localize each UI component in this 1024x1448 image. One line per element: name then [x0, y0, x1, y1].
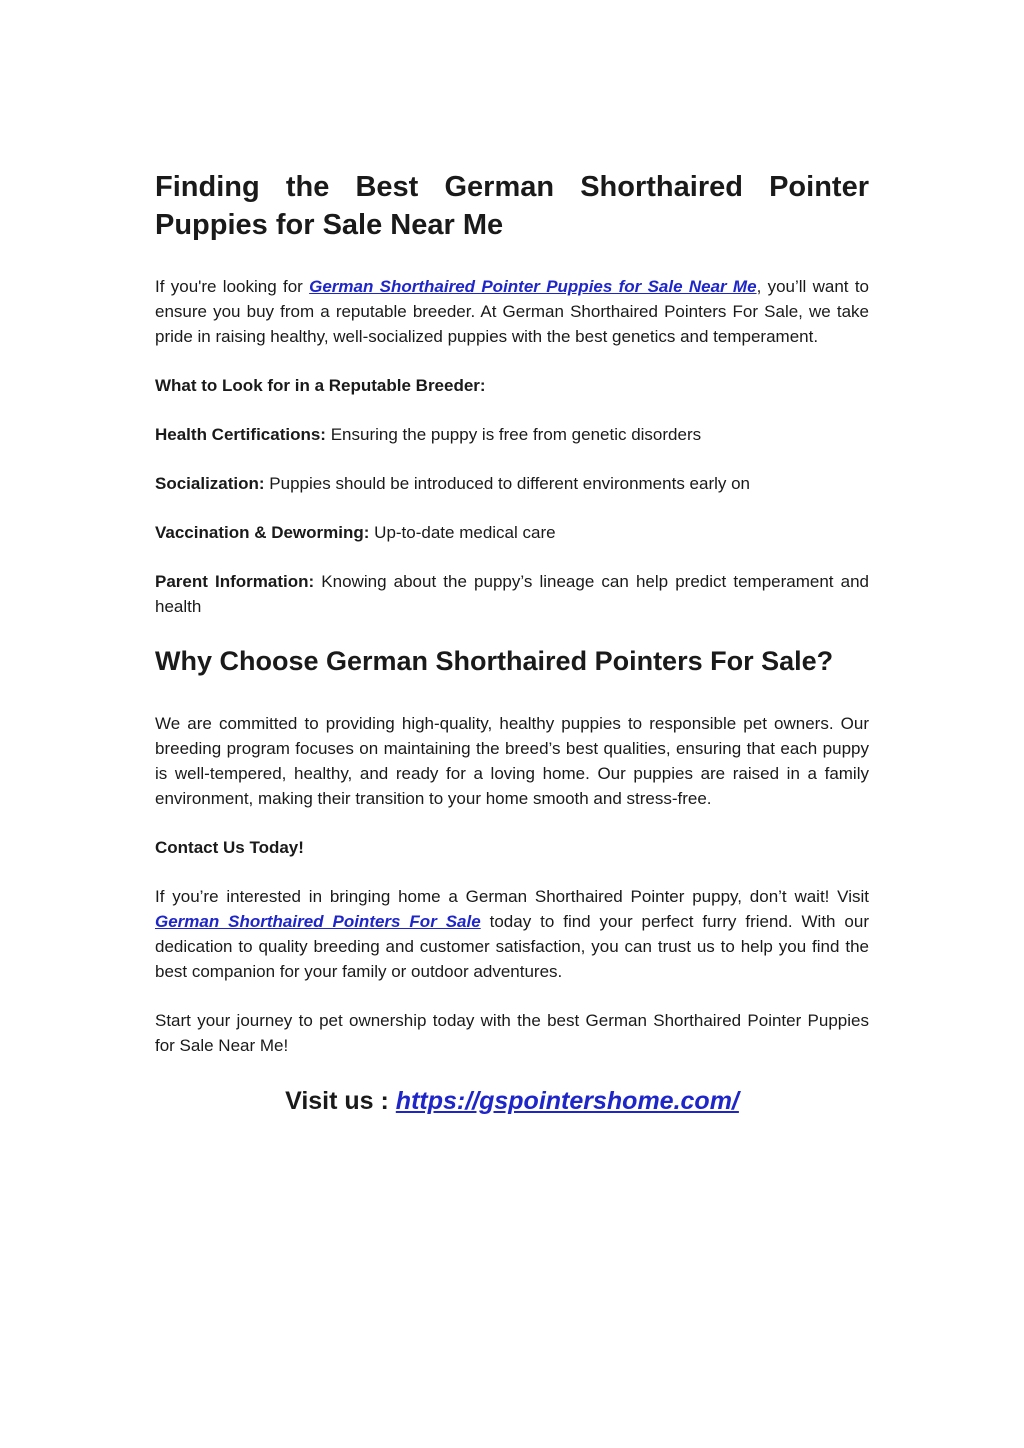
contact-heading: Contact Us Today! [155, 838, 304, 857]
criteria-text: Up-to-date medical care [369, 523, 556, 542]
criteria-item-health [155, 422, 869, 447]
criteria-text: Puppies should be introduced to different environments early on [264, 474, 751, 493]
criteria-term: Socialization: [155, 474, 265, 493]
visit-line [155, 1084, 869, 1118]
criteria-item-socialization [155, 471, 869, 496]
criteria-term: Parent Information: [155, 572, 315, 591]
criteria-term: Health Certifications: [155, 425, 326, 444]
criteria-item-parent [155, 569, 869, 619]
criteria-term: Vaccination & Deworming: [155, 523, 370, 542]
intro-paragraph [155, 274, 869, 349]
closing-paragraph: Start your journey to pet ownership today with the best German Shorthaired Pointer Puppies for Sale Near Me! [155, 1011, 869, 1055]
page-title: Finding the Best German Shorthaired Pointer Puppies for Sale Near Me [155, 171, 869, 241]
intro-link[interactable]: German Shorthaired Pointer Puppies for Sale Near Me [309, 277, 757, 296]
contact-paragraph [155, 884, 869, 984]
contact-link[interactable]: German Shorthaired Pointers For Sale [155, 912, 481, 931]
criteria-text: Knowing about the puppy’s lineage can help predict temperament and health [155, 572, 869, 616]
criteria-text: Ensuring the puppy is free from genetic disorders [325, 425, 702, 444]
contact-text-after: today to find your perfect furry friend. With our dedication to quality breeding and customer satisfaction, you can trust us to help you find the best companion for your family or outdoor adventures. [155, 912, 869, 981]
visit-label: Visit us : [285, 1087, 396, 1115]
why-paragraph: We are committed to providing high-quality, healthy puppies to responsible pet owners. Our breeding program focuses on maintaining the breed’s best qualities, ensuring that each puppy is well-tempered, healthy, and ready for a loving home. Our puppies are raised in a family environment, making their transition to your home smooth and stress-free. [155, 714, 869, 808]
intro-text-after: , you’ll want to ensure you buy from a reputable breeder. At German Shorthaired Pointers For Sale, we take pride in raising healthy, well-socialized puppies with the best genetics and temperament. [155, 277, 869, 346]
visit-url-link[interactable]: https://gspointershome.com/ [395, 1087, 739, 1115]
criteria-item-vaccination [155, 520, 869, 545]
intro-text-before: If you're looking for [155, 277, 310, 296]
breeder-heading: What to Look for in a Reputable Breeder: [155, 376, 486, 395]
document-body [155, 168, 869, 1118]
contact-text-before: If you’re interested in bringing home a German Shorthaired Pointer puppy, don’t wait! Visit [155, 887, 869, 906]
why-heading: Why Choose German Shorthaired Pointers For Sale? [155, 646, 834, 676]
